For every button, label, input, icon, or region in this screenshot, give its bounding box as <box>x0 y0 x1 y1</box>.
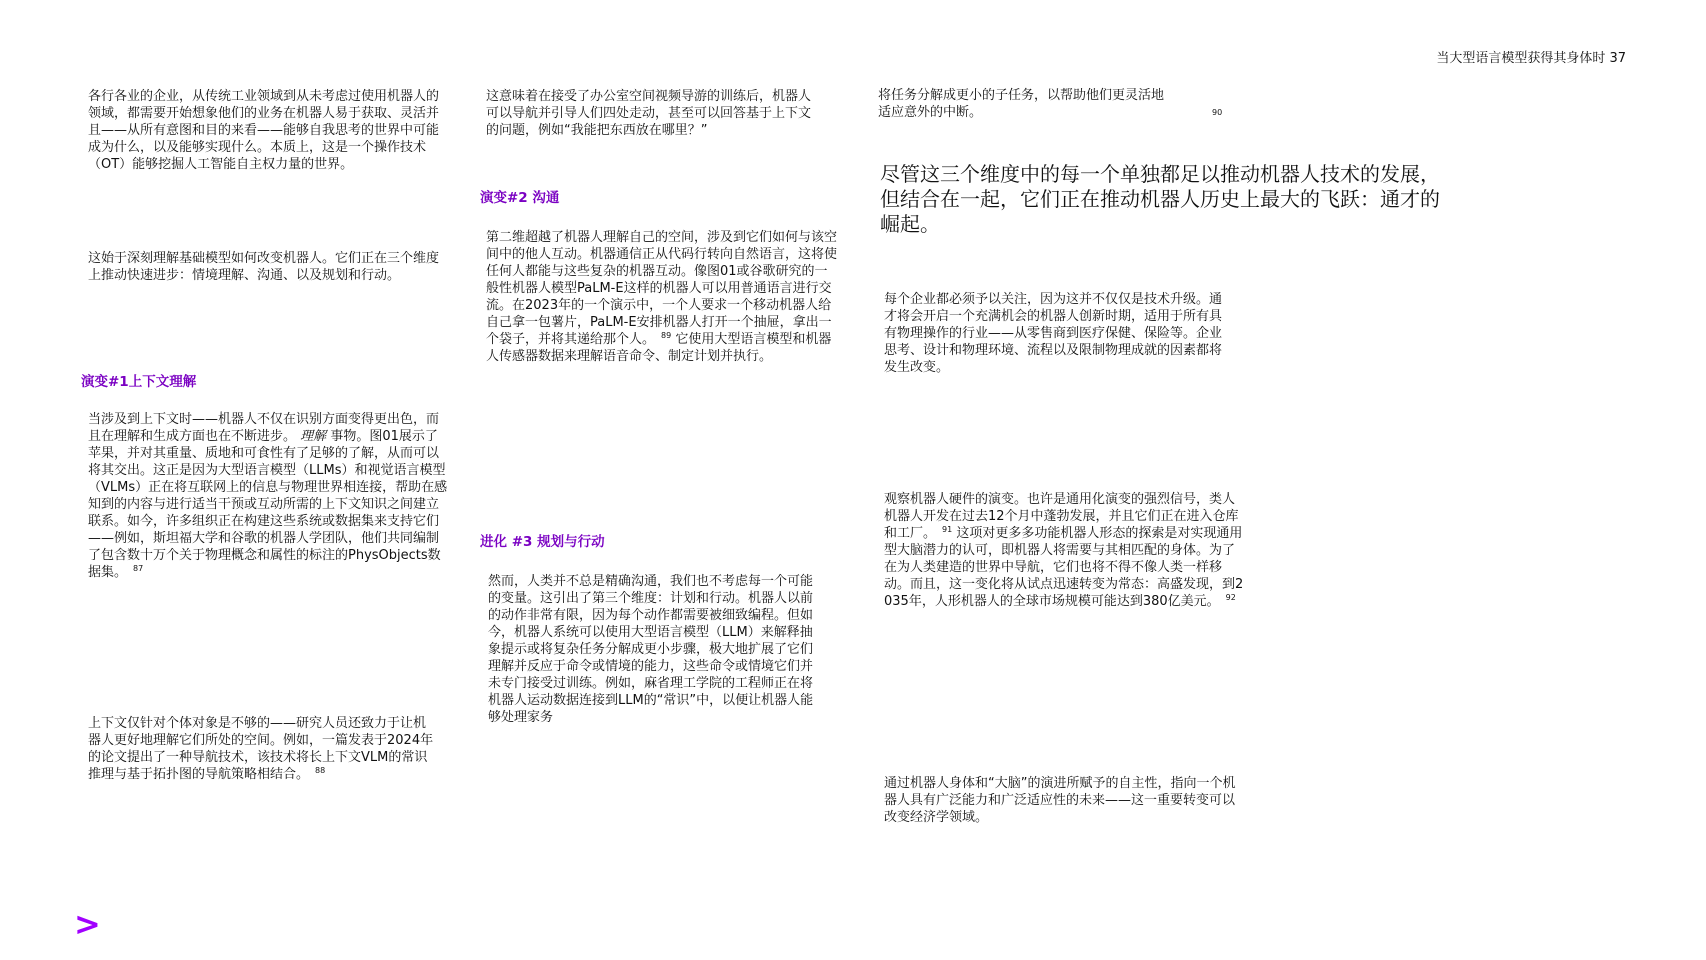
col3-paragraph-hardware <box>884 491 1244 610</box>
footnote-87[interactable]: 87 <box>133 563 144 573</box>
pull-quote: 尽管这三个维度中的每一个单独都足以推动机器人技术的发展，但结合在一起，它们正在推动机器人历史上最大的飞跃：通才的崛起。 <box>880 162 1440 236</box>
col2-paragraph-planning: 然而，人类并不总是精确沟通，我们也不考虑每一个可能的变量。这引出了第三个维度：计划和行动。机器人以前的动作非常有限，因为每个动作都需要被细致编程。但如今，机器人系统可以使用大型语言模型（LLM）来解释抽象提示或将复杂任务分解成更小步骤，极大地扩展了它们理解并反应于命令或情境的能力，这些命令或情境它们并未专门接受过训练。例如，麻省理工学院的工程师正在将机器人运动数据连接到LLM的“常识”中，以便让机器人能够处理家务 <box>488 574 814 725</box>
footnote-90[interactable]: 90 <box>1212 108 1223 117</box>
col2-communication-text: 第二维超越了机器人理解自己的空间，涉及到它们如何与该空间中的他人互动。机器通信正从代码行转向自然语言，这将使任何人都能与这些复杂的机器互动。像图01或谷歌研究的一般性机器人模型PaLM-E这样的机器人可以用普通语言进行交流。在2023年的一个演示中，一个人要求一个移动机器人给自己拿一包薯片，PaLM-E安排机器人打开一个抽屉，拿出一个袋子，并将其递给那个人。 <box>486 230 838 347</box>
col3-hardware-tail: 这项对更多多功能机器人形态的探索是对实现通用型大脑潜力的认可，即机器人将需要与其相匹配的身体。为了在为人类建造的世界中导航，它们也将不得不像人类一样移动。而且，这一变化将从试点迅速转变为常态：高盛发现，到2035年，人形机器人的全球市场规模可能达到380亿美元。 <box>884 526 1244 609</box>
footnote-92[interactable]: 92 <box>1225 592 1236 602</box>
col3-hardware-text: 观察机器人硬件的演变。也许是通用化演变的强烈信号，类人机器人开发在过去12个月中蓬勃发展，并且它们正在进入仓库和工厂。 <box>884 492 1239 541</box>
footnote-88[interactable]: 88 <box>315 765 326 775</box>
heading-evolution-2: 演变#2 沟通 <box>480 190 560 206</box>
col1-context-part1: 当涉及到上下文时——机器人不仅在识别方面变得更出色，而且在理解和生成方面也在不断进步。 <box>88 412 440 444</box>
col1-space-text: 上下文仅针对个体对象是不够的——研究人员还致力于让机器人更好地理解它们所处的空间。例如，一篇发表于2024年的论文提出了一种导航技术，该技术将长上下文VLM的常识推理与基于拓扑图的导航策略相结合。 <box>88 716 434 782</box>
col1-paragraph-intro: 各行各业的企业，从传统工业领域到从未考虑过使用机器人的领域，都需要开始想象他们的业务在机器人易于获取、灵活并且——从所有意图和目的来看——能够自我思考的世界中可能成为什么，以及能够实现什么。本质上，这是一个操作技术（OT）能够挖掘人工智能自主权力量的世界。 <box>88 89 440 172</box>
brand-chevron-logo: > <box>74 905 101 943</box>
col2-communication-tail: 它使用大型语言模型和机器人传感器数据来理解语音命令、制定计划并执行。 <box>486 332 832 364</box>
page-header: 当大型语言模型获得其身体时 37 <box>1436 51 1626 66</box>
col2-paragraph-communication <box>486 229 838 365</box>
heading-evolution-1: 演变#1上下文理解 <box>81 374 197 390</box>
col1-context-part2: 事物。图01展示了苹果，并对其重量、质地和可食性有了足够的了解，从而可以将其交出。这正是因为大型语言模型（LLMs）和视觉语言模型（VLMs）正在将互联网上的信息与物理世界相连接，帮助在感知到的内容与进行适当干预或互动所需的上下文知识之间建立联系。如今，许多组织正在构建这些系统或数据集来支持它们——例如，斯坦福大学和谷歌的机器人学团队，他们共同编制了包含数十万个关于物理概念和属性的标注的PhysObjects数据集。 <box>88 429 448 580</box>
col1-paragraph-context <box>88 411 448 581</box>
col2-paragraph-video-tour: 这意味着在接受了办公室空间视频导游的训练后，机器人可以导航并引导人们四处走动，甚至可以回答基于上下文的问题，例如“我能把东西放在哪里？” <box>486 89 812 138</box>
footnote-91[interactable]: 91 <box>942 524 953 534</box>
col3-paragraph-every-enterprise: 每个企业都必须予以关注，因为这并不仅仅是技术升级。通才将会开启一个充满机会的机器人创新时期，适用于所有具有物理操作的行业——从零售商到医疗保健、保险等。企业思考、设计和物理环境、流程以及限制物理成就的因素都将发生改变。 <box>884 292 1223 375</box>
col3-paragraph-autonomy: 通过机器人身体和“大脑”的演进所赋予的自主性，指向一个机器人具有广泛能力和广泛适应性的未来——这一重要转变可以改变经济学领域。 <box>884 776 1236 825</box>
footnote-89[interactable]: 89 <box>661 330 672 340</box>
col1-paragraph-foundation: 这始于深刻理解基础模型如何改变机器人。它们正在三个维度上推动快速进步：情境理解、沟通、以及规划和行动。 <box>88 251 440 283</box>
col3-paragraph-subtasks: 将任务分解成更小的子任务，以帮助他们更灵活地适应意外的中断。 <box>878 88 1165 120</box>
col1-context-italic: 理解 <box>300 429 327 444</box>
heading-evolution-3: 进化 #3 规划与行动 <box>480 534 605 550</box>
col1-paragraph-space <box>88 715 436 783</box>
